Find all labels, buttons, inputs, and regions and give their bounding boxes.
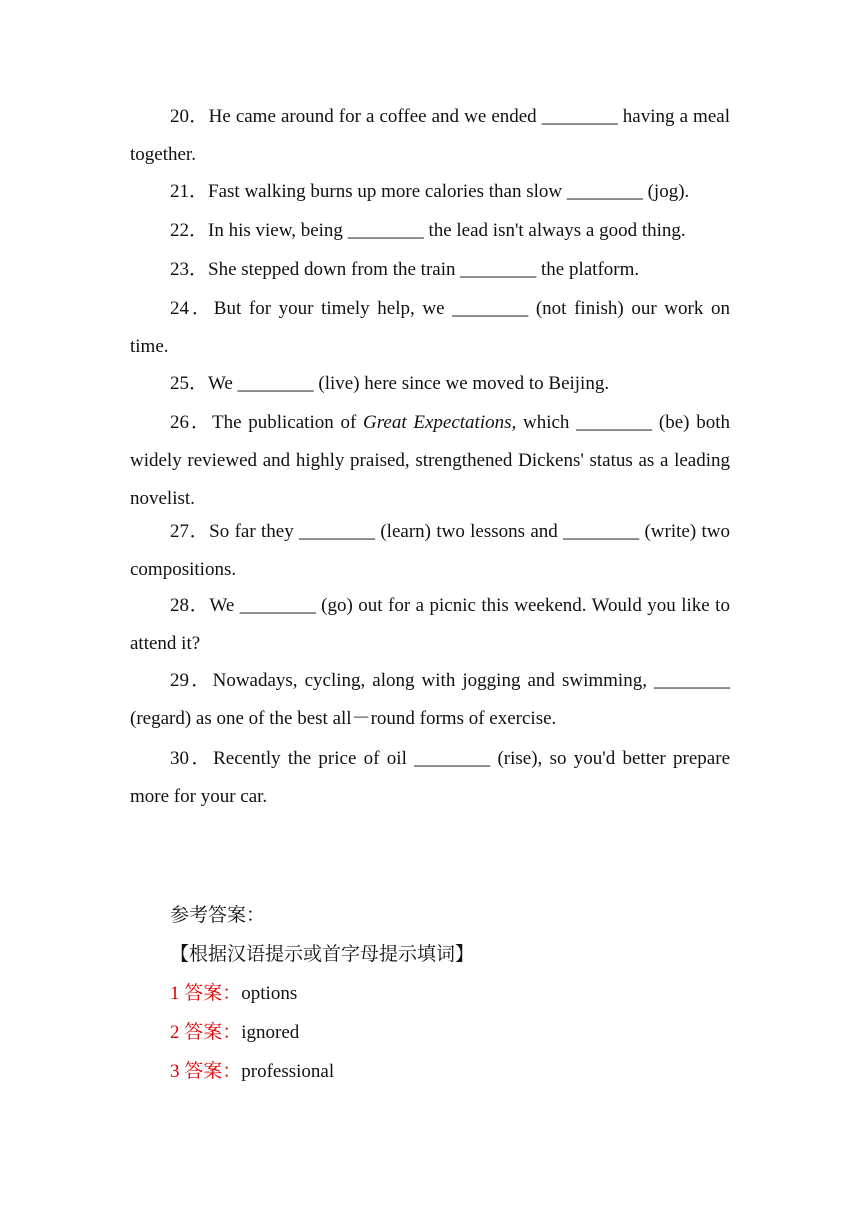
question-23: 23．She stepped down from the train ________ the platform.	[170, 259, 640, 280]
question-30: 30．Recently the price of oil ________ (rise), so you'd better prepare more for your car.	[130, 748, 730, 807]
question-24: 24．But for your timely help, we ________ (not finish) our work on time.	[130, 298, 730, 357]
question-29: 29．Nowadays, cycling, along with jogging and swimming, ________ (regard) as one of the best all－round forms of exercise.	[130, 670, 730, 729]
answer-section-title: 【根据汉语提示或首字母提示填词】	[170, 944, 475, 965]
answer-label: 2 答案：	[170, 1022, 242, 1043]
question-26: 26．The publication of Great Expectations, which ________ (be) both widely reviewed and highly praised, strengthened Dickens' status as a leading novelist.	[130, 412, 730, 509]
question-28: 28．We ________ (go) out for a picnic this weekend. Would you like to attend it?	[130, 595, 730, 654]
question-25: 25．We ________ (live) here since we moved to Beijing.	[170, 373, 610, 394]
question-21: 21．Fast walking burns up more calories than slow ________ (jog).	[170, 181, 690, 202]
question-22: 22．In his view, being ________ the lead isn't always a good thing.	[170, 220, 686, 241]
question-20: 20．He came around for a coffee and we ended ________ having a meal together.	[130, 106, 730, 165]
answer-heading: 参考答案：	[170, 905, 266, 926]
answer-value: options	[241, 983, 298, 1004]
answer-value: professional	[241, 1061, 335, 1082]
answer-item	[170, 974, 730, 1013]
answer-value: ignored	[241, 1022, 300, 1043]
answer-item	[170, 1013, 730, 1052]
answer-label: 1 答案：	[170, 983, 242, 1004]
answer-item	[170, 1052, 730, 1091]
answer-section	[170, 896, 730, 1091]
answer-label: 3 答案：	[170, 1061, 242, 1082]
question-27: 27．So far they ________ (learn) two lessons and ________ (write) two compositions.	[130, 521, 730, 580]
